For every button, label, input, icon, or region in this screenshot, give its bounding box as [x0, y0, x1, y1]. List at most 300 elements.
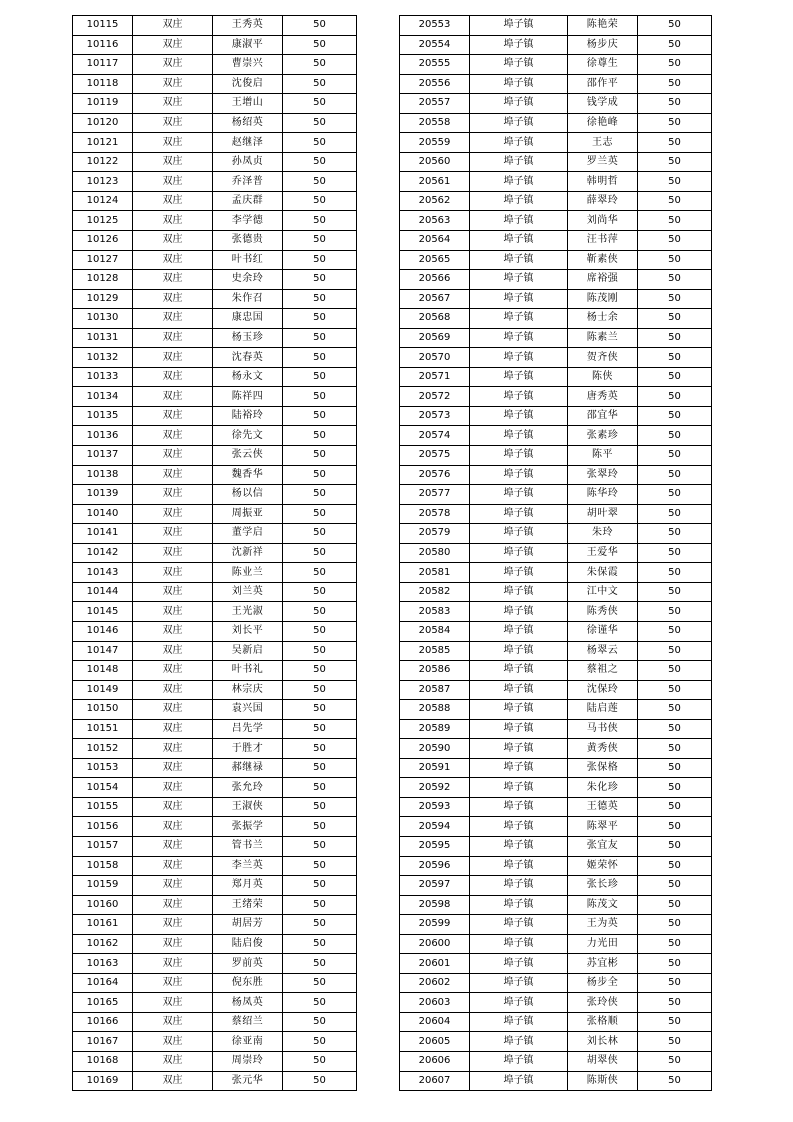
town-cell: 埠子镇 [470, 152, 568, 172]
amount-cell: 50 [638, 152, 712, 172]
name-cell: 陈翠平 [568, 817, 638, 837]
amount-cell: 50 [638, 231, 712, 251]
name-cell: 杨凤英 [213, 993, 283, 1013]
table-row [73, 231, 357, 251]
name-cell: 胡翠侠 [568, 1051, 638, 1071]
town-cell: 双庄 [133, 74, 213, 94]
record-id-cell: 20568 [400, 309, 470, 329]
table-row [73, 700, 357, 720]
amount-cell: 50 [283, 739, 357, 759]
table-row [400, 55, 712, 75]
table-row [73, 973, 357, 993]
name-cell: 吕先学 [213, 719, 283, 739]
record-id-cell: 20596 [400, 856, 470, 876]
record-id-cell: 20570 [400, 348, 470, 368]
table-row [400, 739, 712, 759]
town-cell: 双庄 [133, 993, 213, 1013]
table-row [73, 16, 357, 36]
town-cell: 双庄 [133, 524, 213, 544]
record-id-cell: 10138 [73, 465, 133, 485]
town-cell: 双庄 [133, 94, 213, 114]
name-cell: 乔泽普 [213, 172, 283, 192]
record-id-cell: 10166 [73, 1012, 133, 1032]
record-id-cell: 10130 [73, 309, 133, 329]
name-cell: 张格顺 [568, 1012, 638, 1032]
table-row [73, 895, 357, 915]
table-row [73, 270, 357, 290]
record-id-cell: 20578 [400, 504, 470, 524]
amount-cell: 50 [638, 563, 712, 583]
record-id-cell: 20584 [400, 621, 470, 641]
table-row [400, 465, 712, 485]
town-cell: 埠子镇 [470, 133, 568, 153]
table-row [73, 876, 357, 896]
town-cell: 埠子镇 [470, 16, 568, 36]
record-id-cell: 20582 [400, 582, 470, 602]
town-cell: 埠子镇 [470, 524, 568, 544]
table-row [73, 817, 357, 837]
name-cell: 张振学 [213, 817, 283, 837]
name-cell: 陆裕玲 [213, 406, 283, 426]
town-cell: 双庄 [133, 406, 213, 426]
table-row [400, 993, 712, 1013]
table-row [400, 1032, 712, 1052]
record-id-cell: 10125 [73, 211, 133, 231]
table-row [73, 602, 357, 622]
name-cell: 曹崇兴 [213, 55, 283, 75]
amount-cell: 50 [638, 543, 712, 563]
amount-cell: 50 [638, 211, 712, 231]
town-cell: 埠子镇 [470, 973, 568, 993]
table-row [73, 250, 357, 270]
record-id-cell: 10123 [73, 172, 133, 192]
town-cell: 埠子镇 [470, 1032, 568, 1052]
town-cell: 埠子镇 [470, 1012, 568, 1032]
name-cell: 王光淑 [213, 602, 283, 622]
record-id-cell: 10161 [73, 915, 133, 935]
town-cell: 埠子镇 [470, 270, 568, 290]
town-cell: 埠子镇 [470, 582, 568, 602]
name-cell: 韩明哲 [568, 172, 638, 192]
amount-cell: 50 [638, 895, 712, 915]
name-cell: 力光田 [568, 934, 638, 954]
name-cell: 张玲侠 [568, 993, 638, 1013]
table-row [73, 309, 357, 329]
amount-cell: 50 [638, 739, 712, 759]
record-id-cell: 10148 [73, 661, 133, 681]
right-roster-body [400, 16, 712, 1091]
amount-cell: 50 [638, 465, 712, 485]
town-cell: 双庄 [133, 113, 213, 133]
amount-cell: 50 [638, 778, 712, 798]
table-row [400, 446, 712, 466]
town-cell: 双庄 [133, 700, 213, 720]
name-cell: 王为英 [568, 915, 638, 935]
record-id-cell: 20587 [400, 680, 470, 700]
town-cell: 埠子镇 [470, 94, 568, 114]
town-cell: 埠子镇 [470, 113, 568, 133]
record-id-cell: 10153 [73, 758, 133, 778]
table-row [73, 856, 357, 876]
town-cell: 埠子镇 [470, 543, 568, 563]
table-row [73, 719, 357, 739]
town-cell: 埠子镇 [470, 778, 568, 798]
town-cell: 双庄 [133, 934, 213, 954]
name-cell: 蔡祖之 [568, 661, 638, 681]
record-id-cell: 10147 [73, 641, 133, 661]
table-row [400, 270, 712, 290]
record-id-cell: 10157 [73, 836, 133, 856]
table-row [400, 16, 712, 36]
amount-cell: 50 [638, 113, 712, 133]
name-cell: 张长珍 [568, 876, 638, 896]
name-cell: 沈俊启 [213, 74, 283, 94]
table-row [400, 485, 712, 505]
amount-cell: 50 [283, 524, 357, 544]
record-id-cell: 10116 [73, 35, 133, 55]
record-id-cell: 20605 [400, 1032, 470, 1052]
table-row [400, 700, 712, 720]
town-cell: 双庄 [133, 719, 213, 739]
table-row [400, 1071, 712, 1091]
record-id-cell: 20586 [400, 661, 470, 681]
amount-cell: 50 [283, 954, 357, 974]
amount-cell: 50 [283, 504, 357, 524]
table-row [400, 406, 712, 426]
name-cell: 陈侠 [568, 367, 638, 387]
table-row [400, 680, 712, 700]
town-cell: 埠子镇 [470, 602, 568, 622]
town-cell: 双庄 [133, 35, 213, 55]
amount-cell: 50 [638, 641, 712, 661]
name-cell: 王淑侠 [213, 797, 283, 817]
name-cell: 徐亚南 [213, 1032, 283, 1052]
table-row [73, 778, 357, 798]
name-cell: 杨步全 [568, 973, 638, 993]
table-row [400, 250, 712, 270]
amount-cell: 50 [283, 485, 357, 505]
name-cell: 陈茂刚 [568, 289, 638, 309]
amount-cell: 50 [283, 895, 357, 915]
table-row [73, 211, 357, 231]
amount-cell: 50 [283, 641, 357, 661]
amount-cell: 50 [283, 680, 357, 700]
name-cell: 张翠玲 [568, 465, 638, 485]
table-row [400, 582, 712, 602]
town-cell: 埠子镇 [470, 915, 568, 935]
amount-cell: 50 [638, 973, 712, 993]
name-cell: 汪书萍 [568, 231, 638, 251]
town-cell: 双庄 [133, 309, 213, 329]
table-row [400, 94, 712, 114]
name-cell: 朱保霞 [568, 563, 638, 583]
name-cell: 徐尊生 [568, 55, 638, 75]
record-id-cell: 20557 [400, 94, 470, 114]
amount-cell: 50 [283, 934, 357, 954]
name-cell: 周崇玲 [213, 1051, 283, 1071]
town-cell: 埠子镇 [470, 954, 568, 974]
amount-cell: 50 [638, 582, 712, 602]
town-cell: 埠子镇 [470, 465, 568, 485]
record-id-cell: 20604 [400, 1012, 470, 1032]
name-cell: 江中文 [568, 582, 638, 602]
amount-cell: 50 [638, 856, 712, 876]
record-id-cell: 20569 [400, 328, 470, 348]
record-id-cell: 10154 [73, 778, 133, 798]
town-cell: 双庄 [133, 973, 213, 993]
name-cell: 徐先文 [213, 426, 283, 446]
table-row [400, 758, 712, 778]
amount-cell: 50 [638, 954, 712, 974]
record-id-cell: 20553 [400, 16, 470, 36]
table-row [400, 172, 712, 192]
amount-cell: 50 [638, 328, 712, 348]
amount-cell: 50 [283, 35, 357, 55]
table-row [400, 231, 712, 251]
town-cell: 双庄 [133, 387, 213, 407]
town-cell: 埠子镇 [470, 661, 568, 681]
town-cell: 双庄 [133, 250, 213, 270]
table-row [73, 934, 357, 954]
right-roster-table [399, 15, 712, 1091]
table-row [73, 1071, 357, 1091]
table-row [73, 55, 357, 75]
record-id-cell: 10144 [73, 582, 133, 602]
name-cell: 杨绍英 [213, 113, 283, 133]
name-cell: 叶书礼 [213, 661, 283, 681]
town-cell: 双庄 [133, 641, 213, 661]
amount-cell: 50 [638, 309, 712, 329]
amount-cell: 50 [283, 1012, 357, 1032]
record-id-cell: 20580 [400, 543, 470, 563]
record-id-cell: 10142 [73, 543, 133, 563]
amount-cell: 50 [283, 250, 357, 270]
name-cell: 郑月英 [213, 876, 283, 896]
amount-cell: 50 [638, 1032, 712, 1052]
amount-cell: 50 [283, 621, 357, 641]
table-row [73, 563, 357, 583]
amount-cell: 50 [638, 1071, 712, 1091]
amount-cell: 50 [283, 758, 357, 778]
town-cell: 埠子镇 [470, 485, 568, 505]
table-row [73, 94, 357, 114]
amount-cell: 50 [638, 191, 712, 211]
table-row [73, 954, 357, 974]
town-cell: 埠子镇 [470, 367, 568, 387]
record-id-cell: 10151 [73, 719, 133, 739]
amount-cell: 50 [283, 367, 357, 387]
name-cell: 胡居芳 [213, 915, 283, 935]
name-cell: 史余玲 [213, 270, 283, 290]
table-row [400, 719, 712, 739]
record-id-cell: 20607 [400, 1071, 470, 1091]
amount-cell: 50 [638, 94, 712, 114]
table-row [400, 1051, 712, 1071]
name-cell: 胡叶翠 [568, 504, 638, 524]
record-id-cell: 20561 [400, 172, 470, 192]
table-row [400, 74, 712, 94]
name-cell: 张元华 [213, 1071, 283, 1091]
record-id-cell: 20581 [400, 563, 470, 583]
amount-cell: 50 [638, 55, 712, 75]
amount-cell: 50 [638, 719, 712, 739]
town-cell: 双庄 [133, 172, 213, 192]
town-cell: 埠子镇 [470, 700, 568, 720]
table-row [73, 504, 357, 524]
amount-cell: 50 [283, 348, 357, 368]
table-row [400, 797, 712, 817]
amount-cell: 50 [283, 94, 357, 114]
amount-cell: 50 [283, 289, 357, 309]
town-cell: 双庄 [133, 739, 213, 759]
name-cell: 陈素兰 [568, 328, 638, 348]
name-cell: 管书兰 [213, 836, 283, 856]
table-row [400, 934, 712, 954]
town-cell: 埠子镇 [470, 406, 568, 426]
table-row [73, 406, 357, 426]
name-cell: 陈平 [568, 446, 638, 466]
record-id-cell: 20575 [400, 446, 470, 466]
town-cell: 双庄 [133, 211, 213, 231]
name-cell: 郝继禄 [213, 758, 283, 778]
table-row [400, 367, 712, 387]
town-cell: 埠子镇 [470, 35, 568, 55]
table-row [400, 426, 712, 446]
name-cell: 林宗庆 [213, 680, 283, 700]
table-row [400, 1012, 712, 1032]
record-id-cell: 20576 [400, 465, 470, 485]
table-row [73, 543, 357, 563]
record-id-cell: 10132 [73, 348, 133, 368]
record-id-cell: 20554 [400, 35, 470, 55]
name-cell: 蔡绍兰 [213, 1012, 283, 1032]
name-cell: 邵宜华 [568, 406, 638, 426]
amount-cell: 50 [283, 836, 357, 856]
record-id-cell: 20589 [400, 719, 470, 739]
record-id-cell: 20564 [400, 231, 470, 251]
table-row [400, 191, 712, 211]
town-cell: 双庄 [133, 954, 213, 974]
record-id-cell: 10146 [73, 621, 133, 641]
record-id-cell: 10143 [73, 563, 133, 583]
record-id-cell: 20592 [400, 778, 470, 798]
town-cell: 双庄 [133, 1051, 213, 1071]
name-cell: 张保格 [568, 758, 638, 778]
amount-cell: 50 [283, 915, 357, 935]
amount-cell: 50 [283, 1051, 357, 1071]
town-cell: 埠子镇 [470, 172, 568, 192]
table-row [73, 1012, 357, 1032]
record-id-cell: 10165 [73, 993, 133, 1013]
record-id-cell: 20567 [400, 289, 470, 309]
town-cell: 双庄 [133, 152, 213, 172]
table-row [73, 915, 357, 935]
town-cell: 双庄 [133, 1071, 213, 1091]
town-cell: 双庄 [133, 367, 213, 387]
name-cell: 杨玉珍 [213, 328, 283, 348]
record-id-cell: 10136 [73, 426, 133, 446]
record-id-cell: 10126 [73, 231, 133, 251]
name-cell: 王秀英 [213, 16, 283, 36]
town-cell: 双庄 [133, 191, 213, 211]
table-row [400, 876, 712, 896]
amount-cell: 50 [283, 856, 357, 876]
record-id-cell: 10160 [73, 895, 133, 915]
table-row [73, 758, 357, 778]
table-row [400, 856, 712, 876]
record-id-cell: 10152 [73, 739, 133, 759]
town-cell: 埠子镇 [470, 817, 568, 837]
amount-cell: 50 [638, 426, 712, 446]
amount-cell: 50 [638, 758, 712, 778]
name-cell: 王德英 [568, 797, 638, 817]
town-cell: 埠子镇 [470, 55, 568, 75]
record-id-cell: 10118 [73, 74, 133, 94]
amount-cell: 50 [638, 289, 712, 309]
record-id-cell: 20600 [400, 934, 470, 954]
record-id-cell: 20598 [400, 895, 470, 915]
amount-cell: 50 [283, 719, 357, 739]
name-cell: 徐谨华 [568, 621, 638, 641]
record-id-cell: 10115 [73, 16, 133, 36]
town-cell: 双庄 [133, 465, 213, 485]
record-id-cell: 20603 [400, 993, 470, 1013]
table-row [400, 817, 712, 837]
town-cell: 双庄 [133, 328, 213, 348]
name-cell: 陈艳荣 [568, 16, 638, 36]
town-cell: 埠子镇 [470, 934, 568, 954]
table-row [400, 778, 712, 798]
amount-cell: 50 [283, 1071, 357, 1091]
town-cell: 双庄 [133, 348, 213, 368]
town-cell: 埠子镇 [470, 348, 568, 368]
table-row [73, 582, 357, 602]
record-id-cell: 10120 [73, 113, 133, 133]
town-cell: 双庄 [133, 778, 213, 798]
amount-cell: 50 [283, 406, 357, 426]
town-cell: 双庄 [133, 446, 213, 466]
table-row [73, 367, 357, 387]
record-id-cell: 10122 [73, 152, 133, 172]
town-cell: 埠子镇 [470, 328, 568, 348]
amount-cell: 50 [638, 915, 712, 935]
record-id-cell: 10119 [73, 94, 133, 114]
record-id-cell: 10164 [73, 973, 133, 993]
name-cell: 唐秀英 [568, 387, 638, 407]
amount-cell: 50 [638, 876, 712, 896]
amount-cell: 50 [638, 700, 712, 720]
record-id-cell: 20571 [400, 367, 470, 387]
amount-cell: 50 [283, 309, 357, 329]
name-cell: 张德贵 [213, 231, 283, 251]
table-row [73, 446, 357, 466]
name-cell: 李兰英 [213, 856, 283, 876]
name-cell: 席裕强 [568, 270, 638, 290]
name-cell: 康淑平 [213, 35, 283, 55]
amount-cell: 50 [283, 270, 357, 290]
town-cell: 埠子镇 [470, 563, 568, 583]
record-id-cell: 20559 [400, 133, 470, 153]
amount-cell: 50 [638, 817, 712, 837]
table-row [400, 602, 712, 622]
town-cell: 双庄 [133, 16, 213, 36]
town-cell: 埠子镇 [470, 1051, 568, 1071]
town-cell: 埠子镇 [470, 836, 568, 856]
amount-cell: 50 [283, 16, 357, 36]
name-cell: 魏香华 [213, 465, 283, 485]
record-id-cell: 10150 [73, 700, 133, 720]
town-cell: 双庄 [133, 836, 213, 856]
